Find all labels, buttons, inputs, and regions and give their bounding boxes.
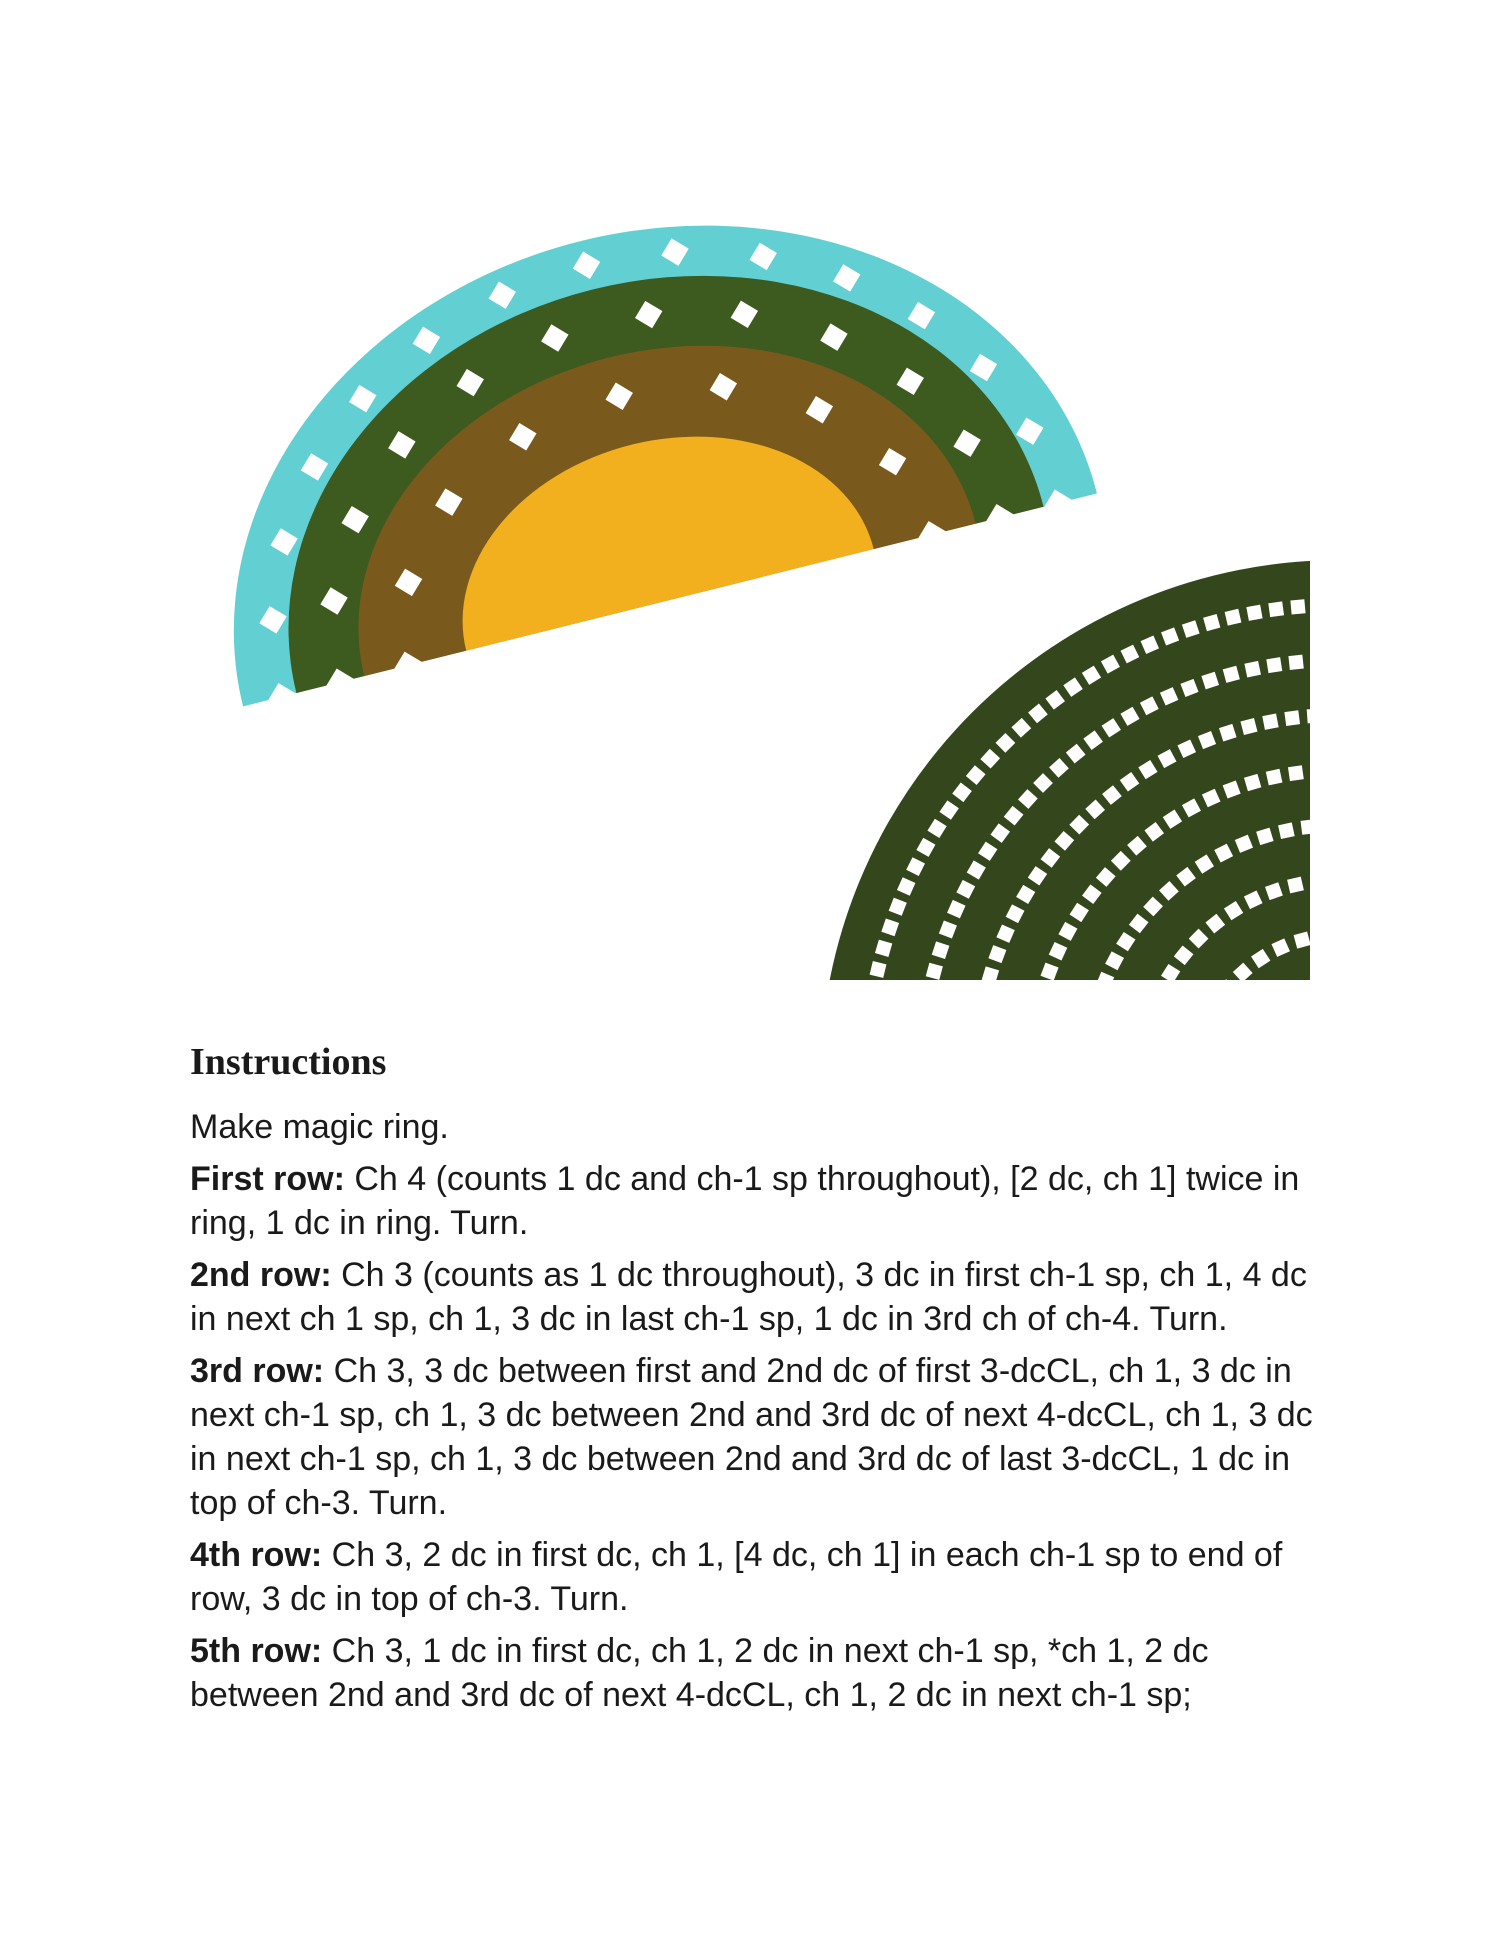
lace-hole <box>1244 661 1261 678</box>
green-circle-motif <box>820 560 1310 980</box>
lace-hole <box>1290 599 1305 614</box>
row-label: 2nd row: <box>190 1256 332 1294</box>
row-4 <box>190 1533 1330 1621</box>
row-label: 3rd row: <box>190 1352 325 1390</box>
row-2 <box>190 1253 1330 1341</box>
lace-hole <box>1284 710 1300 726</box>
row-1 <box>190 1157 1330 1245</box>
row-label: 5th row: <box>190 1632 323 1670</box>
granny-half-circle-motif <box>190 180 1126 750</box>
instructions-body <box>190 1105 1330 1725</box>
lace-hole <box>1266 657 1282 673</box>
row-text: Ch 3, 1 dc in first dc, ch 1, 2 dc in next ch-1 sp, *ch 1, 2 dc between 2nd and 3rd dc of next 4-dcCL, ch 1, 2 dc in next ch-1 sp; <box>190 1632 1209 1714</box>
lace-hole <box>1266 769 1283 786</box>
lace-hole <box>1246 605 1262 621</box>
row-label: First row: <box>190 1160 345 1198</box>
row-text: Ch 3, 3 dc between first and 2nd dc of first 3-dcCL, ch 1, 3 dc in next ch-1 sp, ch 1, 3 dc between 2nd and 3rd dc of next 4-dcCL, ch 1, 3 dc in next ch-1 sp, ch 1, 3 dc between 2nd and 3rd dc of last 3-dcCL, 1 dc in top of ch-3. Turn. <box>190 1352 1313 1522</box>
section-heading: Instructions <box>190 1041 387 1083</box>
row-5 <box>190 1629 1330 1717</box>
lace-hole <box>1288 765 1304 781</box>
intro-text: Make magic ring. <box>190 1108 449 1146</box>
row-3 <box>190 1349 1330 1525</box>
lace-hole <box>1288 655 1303 670</box>
lace-hole <box>1268 601 1284 617</box>
row-text: Ch 3 (counts as 1 dc throughout), 3 dc in first ch-1 sp, ch 1, 4 dc in next ch 1 sp, ch 1, 3 dc in last ch-1 sp, 1 dc in 3rd ch of ch-4. Turn. <box>190 1256 1307 1338</box>
row-text: Ch 4 (counts 1 dc and ch-1 sp throughout), [2 dc, ch 1] twice in ring, 1 dc in ring. Turn. <box>190 1160 1300 1242</box>
row-label: 4th row: <box>190 1536 323 1574</box>
lace-hole <box>1262 713 1278 729</box>
crochet-photo <box>190 180 1310 980</box>
row-text: Ch 3, 2 dc in first dc, ch 1, [4 dc, ch 1] in each ch-1 sp to end of row, 3 dc in top of ch-3. Turn. <box>190 1536 1283 1618</box>
lace-hole <box>1278 822 1295 839</box>
